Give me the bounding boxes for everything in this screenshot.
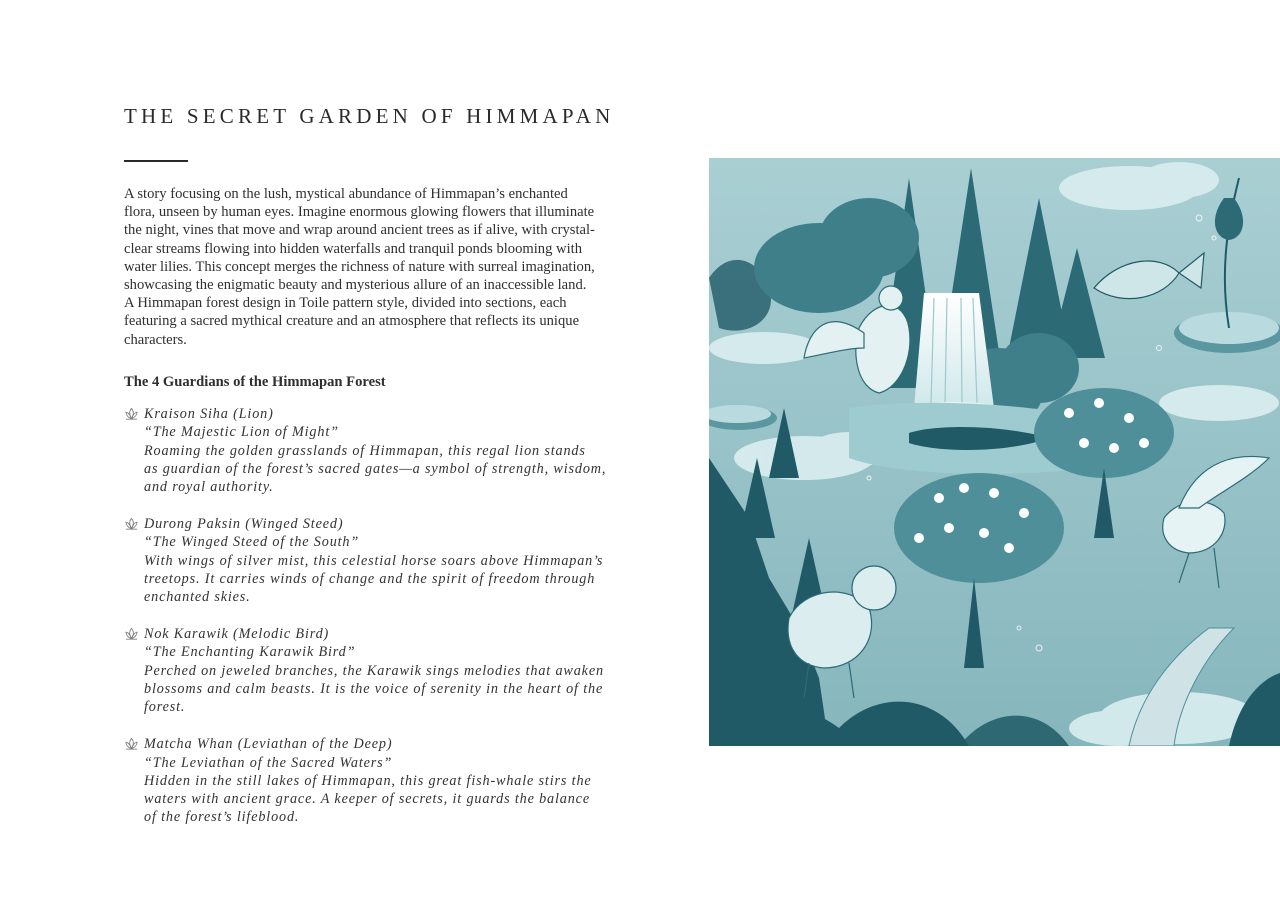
guardian-description-line: forest. [144,699,186,716]
guardian-epithet: “The Leviathan of the Sacred Waters” [144,754,393,771]
guardian-description-line: of the forest’s lifeblood. [144,809,300,826]
guardian-name: Kraison Siha (Lion) [144,406,274,422]
guardian-name: Matcha Whan (Leviathan of the Deep) [144,736,393,753]
guardians-heading: The 4 Guardians of the Himmapan Forest [124,374,386,390]
guardian-description-line: waters with ancient grace. A keeper of secrets, it guards the balance [144,791,590,808]
lotus-icon [124,407,139,421]
intro-line: showcasing the enigmatic beauty and mysterious allure of an inaccessible land. [124,277,587,294]
intro-line: the night, vines that move and wrap around ancient trees as if alive, with crystal- [124,222,595,239]
intro-line: characters. [124,331,187,348]
guardian-epithet: “The Winged Steed of the South” [144,534,360,551]
guardians-list [124,405,664,845]
forest-illustration [709,158,1280,746]
guardian-description-line: blossoms and calm beasts. It is the voice of serenity in the heart of the [144,681,604,698]
guardian-description-line: Hidden in the still lakes of Himmapan, this great fish-whale stirs the [144,772,592,789]
intro-line: featuring a sacred mythical creature and an atmosphere that reflects its unique [124,313,580,330]
guardian-item-winged-steed [124,515,664,606]
guardian-description-line: enchanted skies. [144,589,251,606]
guardian-epithet: “The Majestic Lion of Might” [144,424,339,441]
title-divider [124,160,188,162]
guardian-description-line: Perched on jeweled branches, the Karawik sings melodies that awaken [144,662,604,679]
guardian-description-line: treetops. It carries winds of change and the spirit of freedom through [144,570,596,587]
intro-line: water lilies. This concept merges the richness of nature with surreal imagination, [124,258,595,275]
lotus-icon [124,517,139,531]
intro-line: clear streams flowing into hidden waterfalls and tranquil ponds blooming with [124,240,582,257]
page-title: THE SECRET GARDEN OF HIMMAPAN [124,104,615,128]
guardian-item-lion [124,405,664,496]
lotus-icon [124,627,139,641]
intro-line: A story focusing on the lush, mystical abundance of Himmapan’s enchanted [124,186,568,202]
himmapan-toile-artwork [709,158,1280,746]
guardian-description-line: With wings of silver mist, this celestial horse soars above Himmapan’s [144,552,604,569]
guardian-item-leviathan [124,735,664,826]
intro-line: A Himmapan forest design in Toile pattern style, divided into sections, each [124,295,567,312]
intro-paragraph [124,185,656,349]
guardian-description-line: as guardian of the forest’s sacred gates—a symbol of strength, wisdom, [144,460,607,477]
guardian-name: Nok Karawik (Melodic Bird) [144,626,330,643]
guardian-name: Durong Paksin (Winged Steed) [144,516,344,533]
guardian-item-melodic-bird [124,625,664,716]
guardian-description-line: and royal authority. [144,479,274,496]
lotus-icon [124,737,139,751]
intro-line: flora, unseen by human eyes. Imagine enormous glowing flowers that illuminate [124,204,595,221]
guardian-description-line: Roaming the golden grasslands of Himmapan, this regal lion stands [144,442,586,459]
guardian-epithet: “The Enchanting Karawik Bird” [144,644,356,661]
